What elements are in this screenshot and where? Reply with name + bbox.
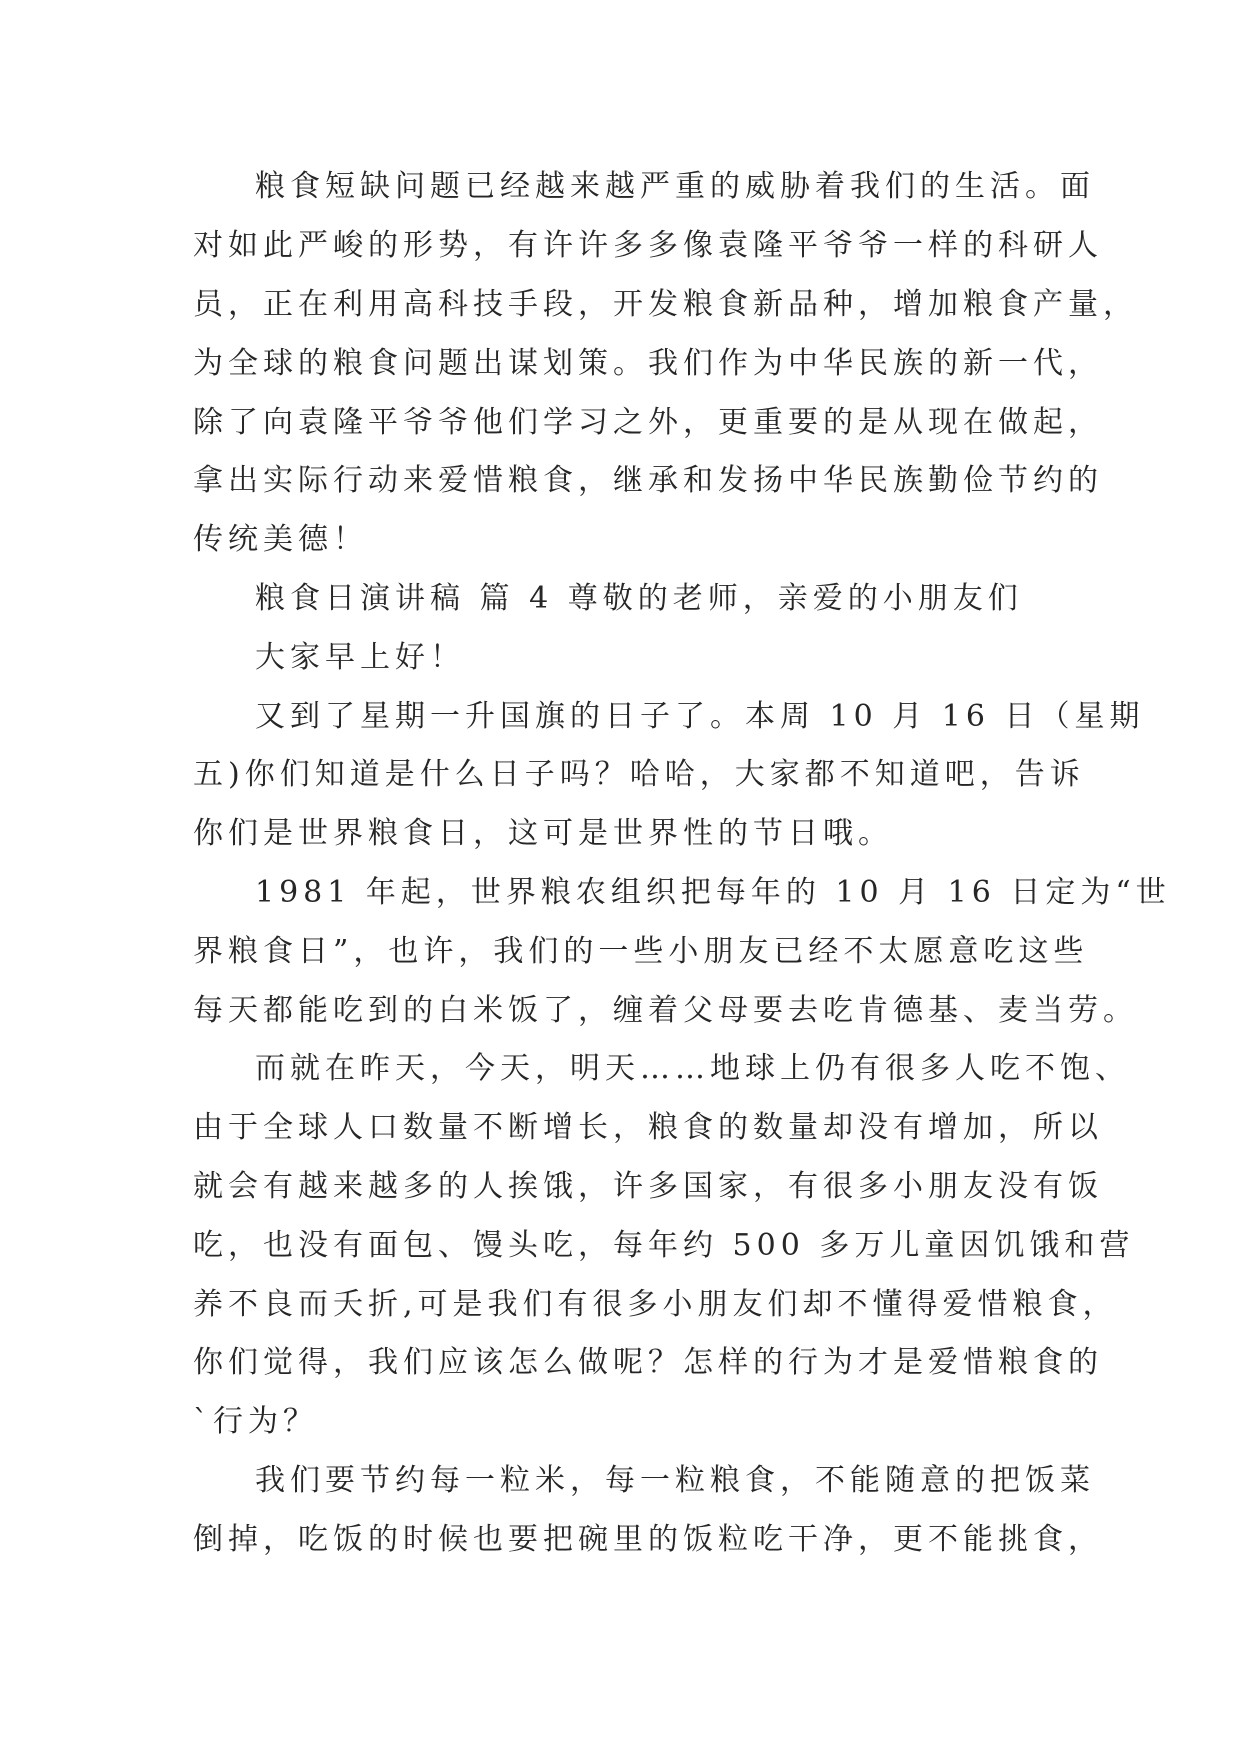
- text-line: 倒掉，吃饭的时候也要把碗里的饭粒吃干净，更不能挑食，: [193, 1522, 1103, 1557]
- text-line: 为全球的粮食问题出谋划策。我们作为中华民族的新一代，: [193, 346, 1103, 381]
- text-line: 我们要节约每一粒米，每一粒粮食，不能随意的把饭菜: [255, 1463, 1095, 1498]
- text-line: 由于全球人口数量不断增长，粮食的数量却没有增加，所以: [193, 1110, 1103, 1145]
- text-line: 员，正在利用高科技手段，开发粮食新品种，增加粮食产量，: [193, 287, 1138, 322]
- text-line: 粮食短缺问题已经越来越严重的威胁着我们的生活。面: [255, 169, 1095, 204]
- text-line: 1981 年起，世界粮农组织把每年的 10 月 16 日定为“世: [255, 875, 1171, 910]
- text-line: 每天都能吃到的白米饭了，缠着父母要去吃肯德基、麦当劳。: [193, 993, 1138, 1028]
- text-line: 五)你们知道是什么日子吗？哈哈，大家都不知道吧，告诉: [193, 757, 1085, 792]
- text-line: 又到了星期一升国旗的日子了。本周 10 月 16 日（星期: [255, 699, 1145, 734]
- text-line: 传统美德！: [193, 522, 368, 557]
- text-line: 吃，也没有面包、馒头吃，每年约 500 多万儿童因饥饿和营: [193, 1228, 1135, 1263]
- text-line: 你们觉得，我们应该怎么做呢？怎样的行为才是爱惜粮食的: [193, 1345, 1103, 1380]
- text-line: `行为？: [193, 1404, 318, 1439]
- text-line: 而就在昨天，今天，明天……地球上仍有很多人吃不饱、: [255, 1051, 1130, 1086]
- text-line: 你们是世界粮食日，这可是世界性的节日哦。: [193, 816, 893, 851]
- text-line: 拿出实际行动来爱惜粮食，继承和发扬中华民族勤俭节约的: [193, 463, 1103, 498]
- text-line: 界粮食日”，也许，我们的一些小朋友已经不太愿意吃这些: [193, 934, 1089, 969]
- text-line: 养不良而夭折,可是我们有很多小朋友们却不懂得爱惜粮食，: [193, 1287, 1118, 1322]
- greeting-line: 大家早上好！: [255, 640, 465, 675]
- text-line: 对如此严峻的形势，有许许多多像袁隆平爷爷一样的科研人: [193, 228, 1103, 263]
- text-line: 除了向袁隆平爷爷他们学习之外，更重要的是从现在做起，: [193, 405, 1103, 440]
- text-line: 就会有越来越多的人挨饿，许多国家，有很多小朋友没有饭: [193, 1169, 1103, 1204]
- section-heading: 粮食日演讲稿 篇 4 尊敬的老师，亲爱的小朋友们: [255, 581, 1023, 616]
